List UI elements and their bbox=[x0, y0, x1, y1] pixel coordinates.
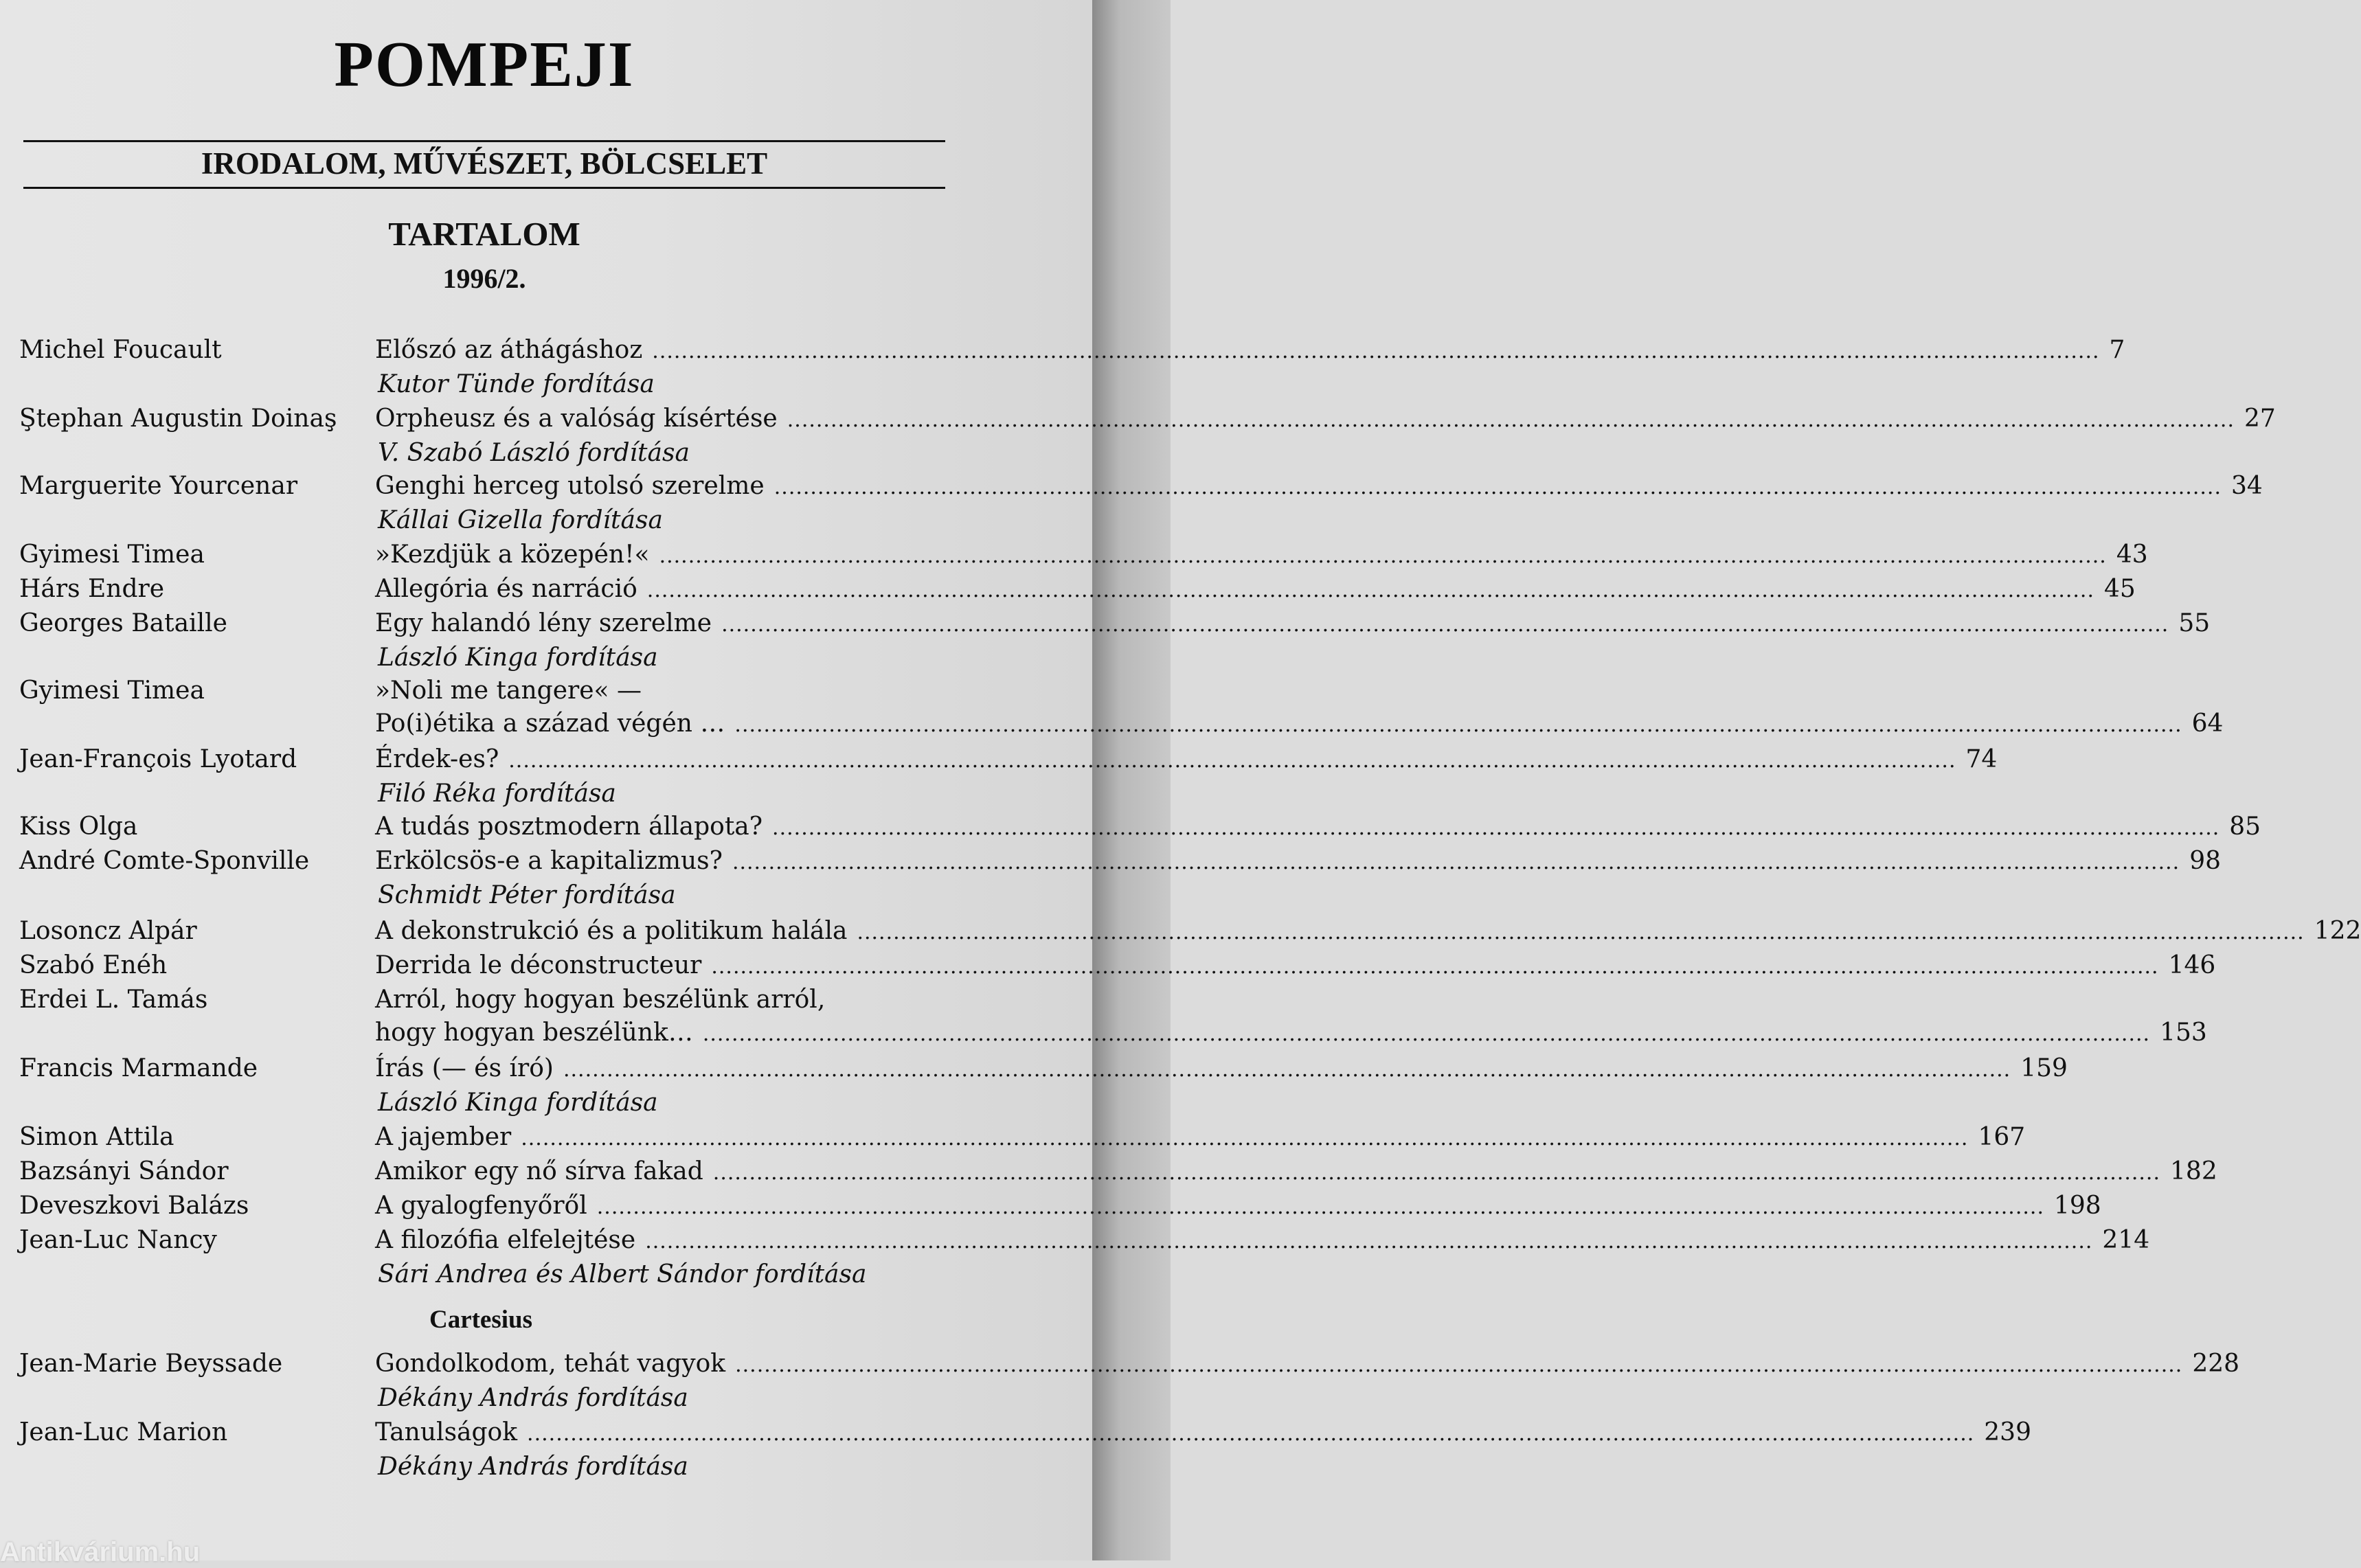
issue-number: 1996/2. bbox=[442, 263, 526, 294]
toc-entry bbox=[375, 538, 2148, 571]
toc-page-number: 228 bbox=[2192, 1350, 2240, 1378]
toc-entry bbox=[375, 1016, 2207, 1049]
toc-author: Georges Bataille bbox=[19, 609, 227, 637]
toc-entry bbox=[375, 334, 2125, 367]
toc-page-number: 159 bbox=[2020, 1054, 2068, 1082]
toc-page-number: 43 bbox=[2116, 541, 2148, 569]
toc-entry bbox=[375, 1121, 2026, 1154]
toc-entry bbox=[375, 1052, 2068, 1085]
leader-dots: ........................................................................................................................................................................................................ bbox=[527, 1422, 1975, 1446]
leader-dots: ........................................................................................................................................................................................................ bbox=[645, 1229, 2093, 1253]
toc-translator: Dékány András fordítása bbox=[378, 1384, 688, 1412]
toc-title: A gyalogfenyőről bbox=[375, 1192, 587, 1220]
toc-page-number: 122 bbox=[2314, 917, 2361, 945]
toc-entry bbox=[375, 915, 2361, 948]
toc-title: A jajember bbox=[375, 1123, 512, 1151]
leader-dots: ........................................................................................................................................................................................................ bbox=[563, 1058, 2011, 1082]
toc-author: Jean-Luc Nancy bbox=[19, 1226, 217, 1254]
toc-author: Simon Attila bbox=[19, 1123, 174, 1151]
toc-author: Michel Foucault bbox=[19, 336, 222, 364]
leader-dots: ........................................................................................................................................................................................................ bbox=[857, 920, 2305, 944]
toc-translator: László Kinga fordítása bbox=[378, 644, 658, 672]
toc-title: A dekonstrukció és a politikum halála bbox=[375, 917, 848, 945]
section-heading: Cartesius bbox=[429, 1306, 533, 1334]
toc-title: Derrida le déconstructeur bbox=[375, 951, 702, 979]
leader-dots: ........................................................................................................................................................................................................ bbox=[702, 1022, 2151, 1046]
toc-page-number: 74 bbox=[1965, 745, 1998, 773]
toc-translator: Sári Andrea és Albert Sándor fordítása bbox=[378, 1260, 867, 1288]
toc-title: hogy hogyan beszélünk… bbox=[375, 1019, 693, 1047]
leader-dots: ........................................................................................................................................................................................................ bbox=[734, 713, 2182, 737]
toc-author: Szabó Enéh bbox=[19, 951, 168, 979]
toc-entry bbox=[375, 1190, 2101, 1223]
bottom-rule bbox=[23, 187, 945, 189]
toc-title: Allegória és narráció bbox=[375, 575, 637, 603]
toc-title: Genghi herceg utolsó szerelme bbox=[375, 472, 765, 500]
toc-title: Írás (— és író) bbox=[375, 1054, 554, 1082]
toc-title-line: »Noli me tangere« — bbox=[375, 677, 642, 705]
toc-translator: Schmidt Péter fordítása bbox=[378, 881, 676, 909]
toc-title: »Kezdjük a közepén!« bbox=[375, 541, 650, 569]
leader-dots: ........................................................................................................................................................................................................ bbox=[508, 749, 1956, 773]
toc-author: Jean-François Lyotard bbox=[19, 745, 297, 773]
toc-title: Po(i)étika a század végén … bbox=[375, 709, 725, 738]
toc-entry bbox=[375, 573, 2136, 606]
leader-dots: ........................................................................................................................................................................................................ bbox=[652, 339, 2100, 363]
toc-title: Érdek-es? bbox=[375, 745, 499, 773]
toc-title: Előszó az áthágáshoz bbox=[375, 336, 643, 364]
toc-entry bbox=[375, 1155, 2217, 1188]
toc-entry bbox=[375, 1224, 2150, 1257]
toc-page-number: 167 bbox=[1978, 1123, 2026, 1151]
toc-author: Erdei L. Tamás bbox=[19, 986, 208, 1014]
leader-dots: ........................................................................................................................................................................................................ bbox=[772, 816, 2220, 840]
leader-dots: ........................................................................................................................................................................................................ bbox=[521, 1126, 1969, 1150]
toc-author: Hárs Endre bbox=[19, 575, 165, 603]
journal-subtitle: IRODALOM, MŰVÉSZET, BÖLCSELET bbox=[201, 146, 768, 181]
toc-entry bbox=[375, 707, 2224, 740]
toc-page-number: 27 bbox=[2244, 405, 2276, 433]
toc-author: Ştephan Augustin Doinaş bbox=[19, 405, 337, 433]
toc-page-number: 7 bbox=[2109, 336, 2125, 364]
toc-title: Gondolkodom, tehát vagyok bbox=[375, 1350, 726, 1378]
toc-author: Marguerite Yourcenar bbox=[19, 472, 298, 500]
toc-author: Deveszkovi Balázs bbox=[19, 1192, 249, 1220]
toc-author: Gyimesi Timea bbox=[19, 541, 205, 569]
leader-dots: ........................................................................................................................................................................................................ bbox=[787, 408, 2235, 432]
leader-dots: ........................................................................................................................................................................................................ bbox=[721, 613, 2169, 637]
toc-page-number: 64 bbox=[2191, 709, 2224, 738]
toc-title: Erkölcsös-e a kapitalizmus? bbox=[375, 847, 723, 875]
toc-title: Egy halandó lény szerelme bbox=[375, 609, 712, 637]
toc-page-number: 146 bbox=[2168, 951, 2216, 979]
toc-title: Tanulságok bbox=[375, 1418, 518, 1446]
toc-entry bbox=[375, 743, 1998, 776]
toc-author: Jean-Marie Beyssade bbox=[19, 1350, 283, 1378]
leader-dots: ........................................................................................................................................................................................................ bbox=[646, 578, 2095, 602]
toc-page-number: 182 bbox=[2170, 1157, 2217, 1185]
toc-translator: Filó Réka fordítása bbox=[378, 780, 616, 808]
toc-author: Gyimesi Timea bbox=[19, 677, 205, 705]
leader-dots: ........................................................................................................................................................................................................ bbox=[773, 475, 2222, 499]
contents-heading: TARTALOM bbox=[388, 215, 580, 253]
toc-title: Amikor egy nő sírva fakad bbox=[375, 1157, 703, 1185]
toc-title: A tudás posztmodern állapota? bbox=[375, 813, 763, 841]
toc-page-number: 55 bbox=[2178, 609, 2211, 637]
leader-dots: ........................................................................................................................................................................................................ bbox=[596, 1195, 2044, 1219]
toc-entry bbox=[375, 607, 2211, 640]
toc-translator: Kállai Gizella fordítása bbox=[378, 506, 663, 534]
toc-author: Bazsányi Sándor bbox=[19, 1157, 229, 1185]
toc-page-number: 198 bbox=[2053, 1192, 2101, 1220]
leader-dots: ........................................................................................................................................................................................................ bbox=[711, 955, 2159, 979]
toc-title-line: Arról, hogy hogyan beszélünk arról, bbox=[375, 986, 826, 1014]
toc-entry bbox=[375, 845, 2221, 878]
leader-dots: ........................................................................................................................................................................................................ bbox=[712, 1161, 2161, 1185]
toc-translator: Dékány András fordítása bbox=[378, 1453, 688, 1481]
watermark: Antikvárium.hu bbox=[0, 1537, 201, 1567]
toc-entry bbox=[375, 1348, 2240, 1380]
toc-page-number: 34 bbox=[2230, 472, 2263, 500]
toc-entry bbox=[375, 470, 2263, 503]
toc-title: Orpheusz és a valóság kísértése bbox=[375, 405, 778, 433]
toc-translator: Kutor Tünde fordítása bbox=[378, 370, 655, 398]
toc-page-number: 239 bbox=[1984, 1418, 2031, 1446]
toc-title: A filozófia elfelejtése bbox=[375, 1226, 636, 1254]
toc-author: Losoncz Alpár bbox=[19, 917, 197, 945]
toc-entry bbox=[375, 810, 2261, 843]
toc-page-number: 85 bbox=[2229, 813, 2261, 841]
toc-page-number: 45 bbox=[2104, 575, 2136, 603]
toc-author: André Comte-Sponville bbox=[19, 847, 310, 875]
leader-dots: ........................................................................................................................................................................................................ bbox=[732, 850, 2180, 874]
page-edge-shadow bbox=[1092, 0, 1171, 1560]
journal-title: POMPEJI bbox=[334, 29, 635, 100]
leader-dots: ........................................................................................................................................................................................................ bbox=[659, 544, 2107, 568]
leader-dots: ........................................................................................................................................................................................................ bbox=[735, 1353, 2183, 1377]
toc-entry bbox=[375, 949, 2216, 982]
toc-author: Jean-Luc Marion bbox=[19, 1418, 228, 1446]
toc-entry bbox=[375, 402, 2276, 435]
toc-author: Kiss Olga bbox=[19, 813, 138, 841]
toc-translator: V. Szabó László fordítása bbox=[378, 439, 690, 467]
toc-entry bbox=[375, 1416, 2031, 1449]
top-rule bbox=[23, 140, 945, 142]
toc-page-number: 214 bbox=[2102, 1226, 2150, 1254]
toc-page-number: 153 bbox=[2160, 1019, 2207, 1047]
toc-page-number: 98 bbox=[2189, 847, 2221, 875]
toc-author: Francis Marmande bbox=[19, 1054, 258, 1082]
toc-translator: László Kinga fordítása bbox=[378, 1089, 658, 1117]
